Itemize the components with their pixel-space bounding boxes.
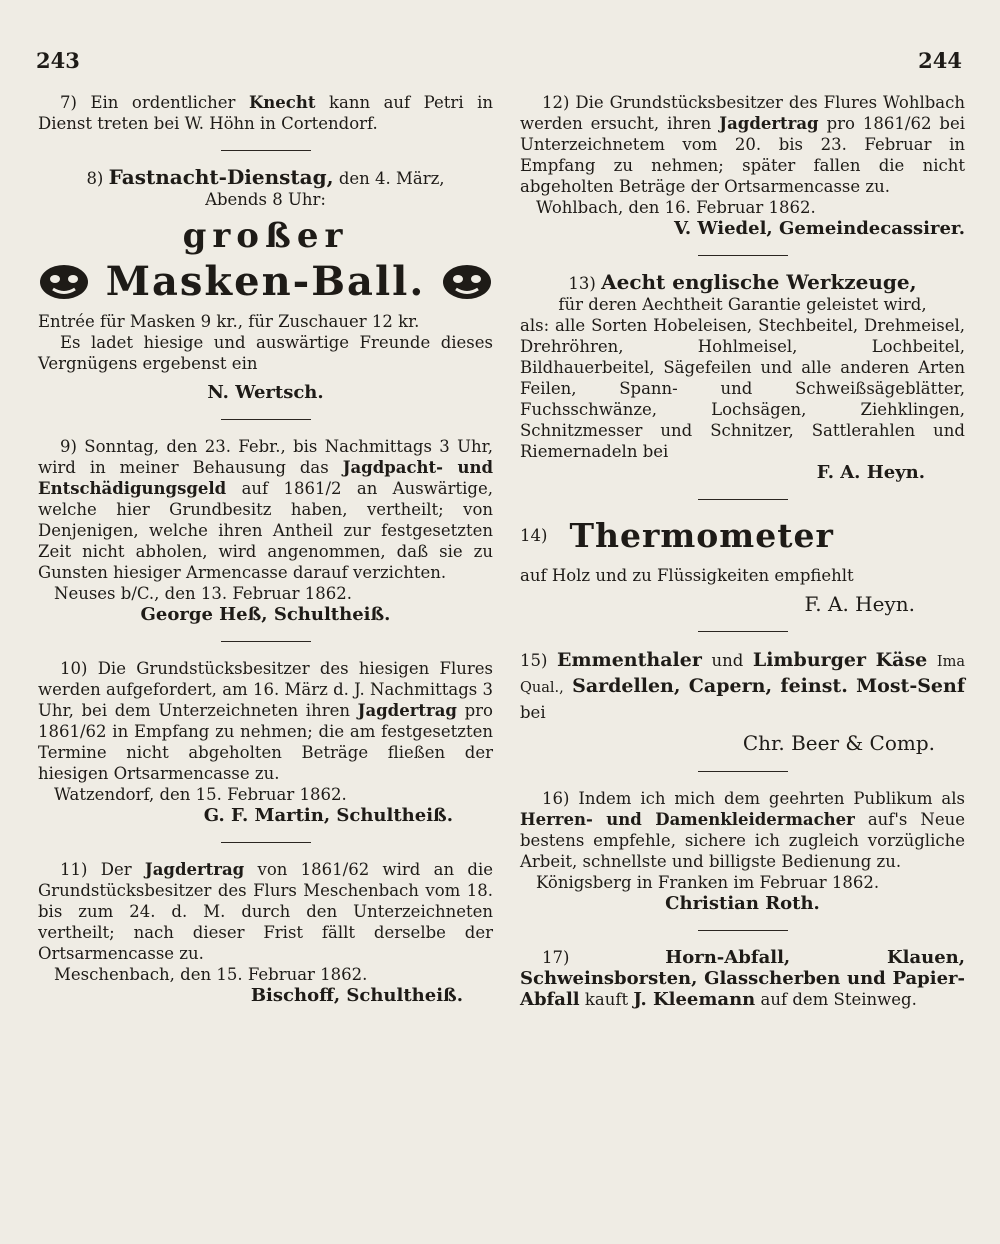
- page-number-left: 243: [36, 48, 80, 73]
- ad-11-signature: Bischoff, Schultheiß.: [250, 985, 463, 1006]
- ad-13-heading: 13) Aecht englische Werkzeuge,: [568, 270, 917, 294]
- divider: [698, 255, 788, 256]
- ad-15-company: Chr. Beer & Comp.: [742, 731, 935, 755]
- ad-14: [520, 516, 965, 615]
- ad-13: [520, 272, 965, 483]
- divider: [698, 771, 788, 772]
- ad-8-signature: N. Wertsch.: [207, 382, 324, 403]
- ad-8: [38, 167, 493, 403]
- ad-11: [38, 859, 493, 1006]
- page-number-right: 244: [918, 48, 962, 73]
- ad-12-signature: V. Wiedel, Gemeindecassirer.: [674, 218, 965, 239]
- ad-8-grosser: großer: [182, 216, 349, 256]
- ad-10: [38, 658, 493, 826]
- left-column: [38, 92, 493, 1006]
- ad-12-date: Wohlbach, den 16. Februar 1862.: [536, 198, 816, 217]
- ad-15-text: 15) Emmenthaler und Limburger Käse Ima Qual., Sardellen, Capern, feinst. Most-Senf bei: [520, 649, 966, 722]
- carnival-mask-icon: [441, 262, 493, 302]
- ad-13-subheading: für deren Aechtheit Garantie geleistet wird,: [558, 295, 927, 314]
- ad-9-signature: George Heß, Schultheiß.: [140, 604, 391, 625]
- divider: [698, 631, 788, 632]
- ad-11-date: Meschenbach, den 15. Februar 1862.: [54, 965, 368, 984]
- ad-12: [520, 92, 965, 239]
- ad-14-heading: 14) Thermometer: [520, 516, 834, 555]
- ad-16-signature: Christian Roth.: [665, 893, 820, 914]
- ad-14-text: auf Holz und zu Flüssigkeiten empfiehlt: [520, 566, 854, 585]
- ad-10-text: 10) Die Grundstücksbesitzer des hiesigen Flures werden aufgefordert, am 16. März d. J. Nachmittags 3 Uhr, bei dem Unterzeichneten ihren Jagdertrag pro 1861/62 in Empfang zu nehmen; die am festgesetzten Termine nicht abgeholten Beträge fließen der hiesigen Ortsarmencasse zu.: [38, 659, 493, 783]
- ad-17-text: 17) Horn-Abfall, Klauen, Schweinsborsten, Glasscherben und Papier-Abfall kauft J. Kleemann auf dem Steinweg.: [520, 947, 966, 1010]
- ad-13-text: als: alle Sorten Hobeleisen, Stechbeitel, Drehmeisel, Drehröhren, Hohlmeisel, Lochbeitel, Bildhauerbeitel, Sägefeilen und alle anderen Arten Feilen, Spann- und Schweißsägeblätter, Fuchsschwänze, Lochsägen, Ziehklingen, Schnitzmesser und Schnitzer, Sattlerahlen und Riemernadeln bei: [520, 316, 965, 461]
- ad-16-date: Königsberg in Franken im Februar 1862.: [536, 873, 880, 892]
- divider: [221, 641, 311, 642]
- ad-16-text: 16) Indem ich mich dem geehrten Publikum als Herren- und Damenkleidermacher auf's Neue bestens empfehle, sichere ich zugleich vorzügliche Arbeit, schnellste und billigste Bedienung zu.: [520, 789, 965, 871]
- divider: [698, 499, 788, 500]
- ad-7-highlight: Knecht: [248, 93, 316, 112]
- ad-13-signature: F. A. Heyn.: [816, 462, 925, 483]
- thermometer-title: Thermometer: [569, 516, 834, 555]
- ad-17: [520, 947, 965, 1010]
- masken-ball-title: Masken-Ball.: [105, 258, 426, 305]
- ad-8-heading: 8) Fastnacht-Dienstag, den 4. März,: [86, 165, 445, 189]
- divider: [221, 419, 311, 420]
- ad-11-text: 11) Der Jagdertrag von 1861/62 wird an die Grundstücksbesitzer des Flurs Meschenbach vom 18. bis zum 24. d. M. durch den Unterzeichneten vertheilt; nach dieser Frist fällt derselbe der Ortsarmencasse zu.: [38, 860, 494, 963]
- divider: [221, 150, 311, 151]
- ad-15: [520, 648, 965, 755]
- ad-9: [38, 436, 493, 625]
- ad-14-signature: F. A. Heyn.: [804, 592, 915, 616]
- ad-9-date: Neuses b/C., den 13. Februar 1862.: [54, 584, 352, 603]
- ad-12-text: 12) Die Grundstücksbesitzer des Flures Wohlbach werden ersucht, ihren Jagdertrag pro 1861/62 bei Unterzeichnetem vom 20. bis 23. Februar in Empfang zu nehmen; später fallen die nicht abgeholten Beträge der Ortsarmencasse zu.: [520, 93, 966, 196]
- ad-10-signature: G. F. Martin, Schultheiß.: [203, 805, 453, 826]
- ad-7: 7) Ein ordentlicher Knecht kann auf Petri in Dienst treten bei W. Höhn in Cortendorf.: [38, 93, 494, 133]
- ad-16: [520, 788, 965, 914]
- right-column: [520, 92, 965, 1010]
- carnival-mask-icon: [38, 262, 90, 302]
- ad-10-date: Watzendorf, den 15. Februar 1862.: [54, 785, 347, 804]
- divider: [221, 842, 311, 843]
- masken-ball-banner: [38, 258, 493, 305]
- ad-9-text: 9) Sonntag, den 23. Febr., bis Nachmittags 3 Uhr, wird in meiner Behausung das Jagdpacht- und Entschädigungsgeld auf 1861/2 an Auswärtige, welche hier Grundbesitz haben, vertheilt; von Denjenigen, welche ihren Antheil zur festgesetzten Zeit nicht abholen, wird angenommen, daß sie zu Gunsten hiesiger Armencasse darauf verzichten.: [38, 437, 494, 582]
- ad-8-invite: Es ladet hiesige und auswärtige Freunde dieses Vergnügens ergebenst ein: [38, 333, 493, 373]
- ad-8-time: Abends 8 Uhr:: [205, 190, 326, 209]
- ad-8-entree: Entrée für Masken 9 kr., für Zuschauer 12 kr.: [38, 312, 420, 331]
- divider: [698, 930, 788, 931]
